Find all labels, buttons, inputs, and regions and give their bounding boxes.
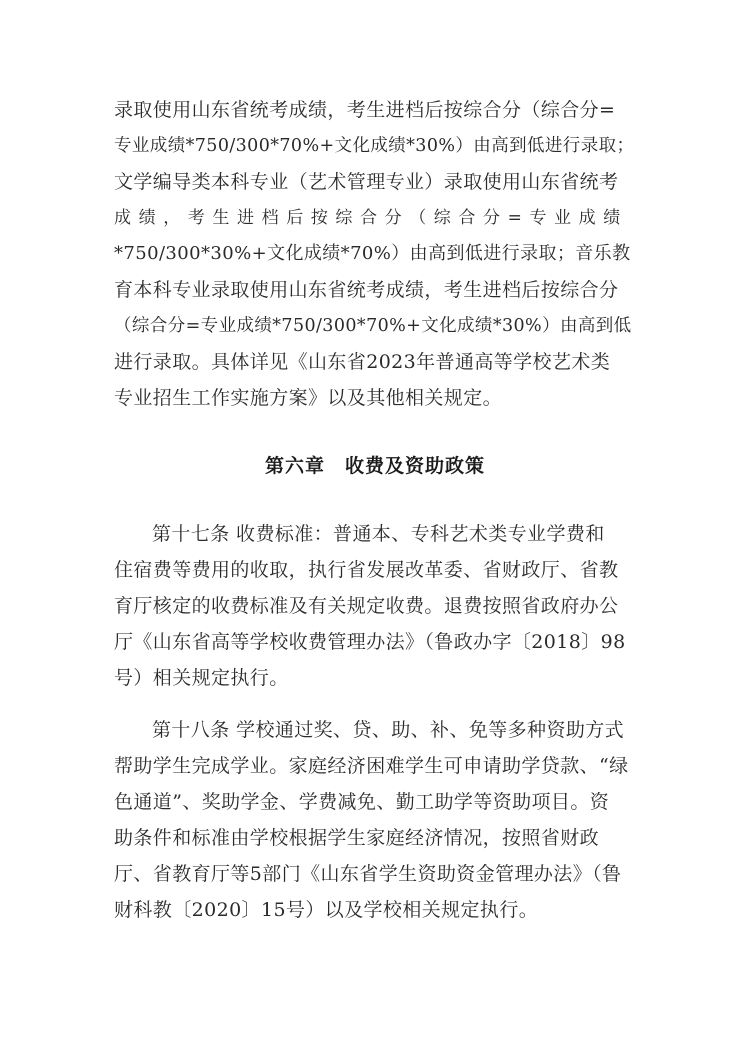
paragraph-line: （综合分=专业成绩*750/300*70%+文化成绩*30%）由高到低	[114, 316, 632, 336]
paragraph-line: 进行录取。具体详见《山东省2023年普通高等学校艺术类	[114, 351, 611, 373]
article-18-line: 厅、省教育厅等5部门《山东省学生资助资金管理办法》（鲁	[114, 863, 622, 885]
justified-text: 成绩，考生进档后按综合分（综合分=专业成绩	[114, 208, 628, 228]
paragraph-line: 育本科专业录取使用山东省统考成绩，考生进档后按综合分	[114, 279, 619, 301]
article-17-line: 号）相关规定执行。	[114, 667, 289, 689]
paragraph-line-justified	[114, 206, 634, 230]
chapter-heading: 第六章 收费及资助政策	[264, 455, 485, 477]
article-18-line: 帮助学生完成学业。家庭经济困难学生可申请助学贷款、“绿	[114, 755, 629, 777]
paragraph-line: 专业成绩*750/300*70%+文化成绩*30%）由高到低进行录取；	[114, 136, 635, 156]
article-18-line: 色通道”、奖助学金、学费减免、勤工助学等资助项目。资	[114, 791, 610, 813]
paragraph-line: *750/300*30%+文化成绩*70%）由高到低进行录取；音乐教	[114, 243, 631, 264]
article-17-first-line: 第十七条 收费标准：普通本、专科艺术类专业学费和	[152, 523, 605, 545]
article-18-line: 助条件和标准由学校根据学生家庭经济情况，按照省财政	[114, 827, 600, 849]
paragraph-line: 专业招生工作实施方案》以及其他相关规定。	[114, 387, 503, 409]
article-18-first-line: 第十八条 学校通过奖、贷、助、补、免等多种资助方式	[152, 719, 625, 741]
paragraph-line: 文学编导类本科专业（艺术管理专业）录取使用山东省统考	[114, 171, 619, 193]
paragraph-line: 录取使用山东省统考成绩，考生进档后按综合分（综合分=	[114, 99, 616, 121]
article-17-line: 育厅核定的收费标准及有关规定收费。退费按照省政府办公	[114, 595, 619, 617]
article-18-line: 财科教〔2020〕15号）以及学校相关规定执行。	[114, 899, 539, 921]
article-17-line: 住宿费等费用的收取，执行省发展改革委、省财政厅、省教	[114, 559, 619, 581]
article-17-line: 厅《山东省高等学校收费管理办法》（鲁政办字〔2018〕98	[114, 631, 626, 653]
